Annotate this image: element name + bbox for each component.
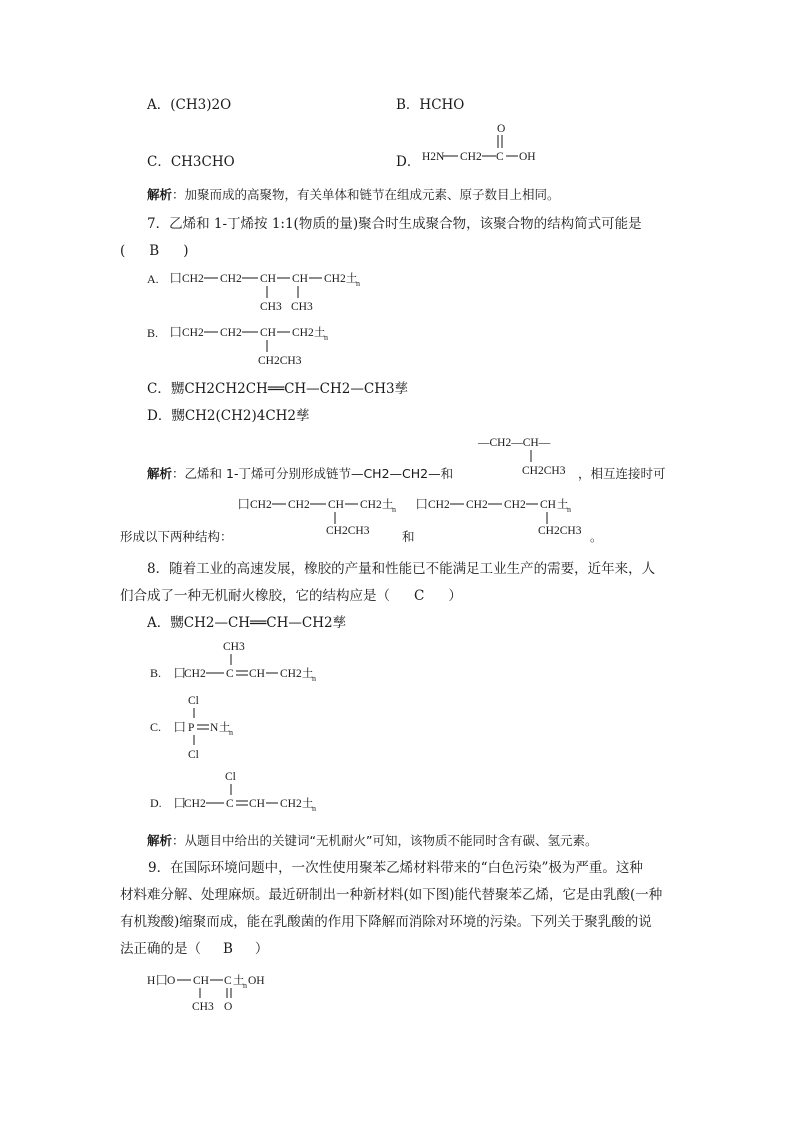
svg-text:⼞: ⼞ <box>174 798 186 810</box>
q9-answer: B <box>223 941 233 957</box>
svg-text:N: N <box>210 722 219 734</box>
svg-text:CH2: CH2 <box>324 273 346 285</box>
q6-option-a: A．(CH3)2O <box>147 97 232 113</box>
analysis-label: 解析 <box>147 466 173 481</box>
q8-stem-line1: 8．随着工业的高速发展，橡胶的产量和性能已不能满足工业生产的需要，近年来，人 <box>147 561 656 577</box>
q6-analysis: 解析：加聚而成的高聚物，有关单体和链节在组成元素、原子数目上相同。 <box>147 187 560 202</box>
svg-text:CH3: CH3 <box>223 641 245 653</box>
svg-text:C: C <box>226 798 234 810</box>
svg-text:⼞: ⼞ <box>174 722 186 734</box>
q6-option-d-label: D． <box>396 154 421 170</box>
svg-text:CH: CH <box>193 975 209 987</box>
svg-text:n: n <box>392 505 396 514</box>
svg-text:CH2: CH2 <box>184 668 206 680</box>
svg-text:CH2: CH2 <box>428 499 450 511</box>
q7-option-c: C．嬲CH2CH2CH══CH—CH2—CH3孳 <box>147 381 409 397</box>
svg-text:H: H <box>147 975 156 987</box>
svg-text:CH3: CH3 <box>192 1001 214 1013</box>
svg-text:CH2: CH2 <box>182 273 204 285</box>
q6-option-c: C．CH3CHO <box>147 154 235 170</box>
svg-text:CH2CH3: CH2CH3 <box>522 465 566 477</box>
q7-analysis-structure-1 <box>238 494 418 540</box>
q7-stem-line2: ( B ) <box>120 243 189 259</box>
svg-text:C: C <box>224 975 232 987</box>
svg-text:⼟: ⼟ <box>302 668 314 680</box>
svg-text:CH: CH <box>292 273 308 285</box>
svg-text:n: n <box>312 674 316 683</box>
svg-text:n: n <box>312 804 316 813</box>
svg-text:Cl: Cl <box>188 749 199 761</box>
svg-text:⼟: ⼟ <box>557 499 569 511</box>
svg-text:CH3: CH3 <box>291 301 313 313</box>
svg-text:⼞: ⼞ <box>416 499 428 511</box>
svg-text:C: C <box>226 668 234 680</box>
analysis-label: 解析 <box>147 187 173 202</box>
svg-text:OH: OH <box>248 975 265 987</box>
q7-analysis-line2: 形成以下两种结构： <box>120 529 233 544</box>
svg-text:CH2: CH2 <box>182 327 204 339</box>
q8-option-c-label: C. <box>150 720 162 734</box>
q7-stem-line1: 7．乙烯和 1-丁烯按 1:1(物质的量)聚合时生成聚合物，该聚合物的结构简式可能是 <box>147 216 642 232</box>
q6-option-d-structure <box>418 118 558 168</box>
svg-text:CH2CH3: CH2CH3 <box>258 355 302 367</box>
q8-option-b-label: B. <box>150 666 162 680</box>
svg-text:CH2: CH2 <box>288 499 310 511</box>
q7-analysis-end: 。 <box>590 529 603 544</box>
svg-text:⼟: ⼟ <box>314 327 326 339</box>
svg-text:O: O <box>167 975 176 987</box>
q7-analysis-structure-2 <box>416 494 606 540</box>
svg-text:n: n <box>567 505 571 514</box>
svg-text:CH: CH <box>328 499 344 511</box>
q7-analysis-unit-structure <box>478 432 588 477</box>
svg-text:CH2CH3: CH2CH3 <box>326 525 370 537</box>
svg-text:CH2: CH2 <box>250 499 272 511</box>
q7-option-a-structure <box>170 268 370 314</box>
svg-text:⼟: ⼟ <box>302 798 314 810</box>
svg-text:Cl: Cl <box>225 771 236 783</box>
svg-text:CH2: CH2 <box>184 798 206 810</box>
svg-text:CH: CH <box>540 499 556 511</box>
svg-text:CH2: CH2 <box>466 499 488 511</box>
q6-d-o: O <box>497 123 506 135</box>
q6-d-c: C <box>496 151 504 163</box>
q7-option-b-structure <box>170 322 340 368</box>
svg-text:CH3: CH3 <box>260 301 282 313</box>
q8-answer: C <box>414 588 425 604</box>
q8-option-d-structure <box>174 768 334 814</box>
q8-option-a: A．嬲CH2—CH══CH—CH2孳 <box>147 615 347 631</box>
svg-text:⼟: ⼟ <box>382 499 394 511</box>
q7-option-d: D．嬲CH2(CH2)4CH2孳 <box>147 408 310 424</box>
svg-text:n: n <box>243 981 247 990</box>
svg-text:CH2: CH2 <box>220 327 242 339</box>
svg-text:CH2: CH2 <box>292 327 314 339</box>
q7-option-b-label: B. <box>147 326 159 340</box>
svg-text:CH: CH <box>260 273 276 285</box>
q8-analysis: 解析：从题目中给出的关键词“无机耐火”可知，该物质不能同时含有碳、氢元素。 <box>147 833 598 848</box>
svg-text:n: n <box>324 333 328 342</box>
svg-text:⼞: ⼞ <box>174 668 186 680</box>
svg-text:CH: CH <box>249 798 265 810</box>
q6-d-h2n: H2N <box>422 151 445 163</box>
q7-analysis-and: 和 <box>402 529 415 544</box>
q8-stem-line2: 们合成了一种无机耐火橡胶，它的结构应是（ C ） <box>120 588 462 604</box>
svg-text:CH2: CH2 <box>220 273 242 285</box>
q9-stem: 9．在国际环境问题中，一次性使用聚苯乙烯材料带来的“白色污染”极为严重。这种 材料难分解、处理麻烦。最近研制出一种新材料(如下图)能代替聚苯乙烯，它是由乳酸(一种 有机羧酸)缩聚而成，能在乳酸菌的作用下降解而消除对环境的污染。下列关于聚乳酸的说 法正确的是（ B ） <box>120 855 675 963</box>
svg-text:CH2: CH2 <box>360 499 382 511</box>
svg-text:CH: CH <box>260 327 276 339</box>
q7-analysis-line1: 解析：乙烯和 1-丁烯可分别形成链节—CH2—CH2—和 <box>147 466 454 481</box>
svg-text:⼟: ⼟ <box>233 975 245 987</box>
q7-answer: B <box>149 243 160 259</box>
svg-text:CH: CH <box>249 668 265 680</box>
svg-text:CH2CH3: CH2CH3 <box>538 525 582 537</box>
svg-text:O: O <box>224 1001 233 1013</box>
q8-option-c-structure <box>174 692 264 762</box>
svg-text:P: P <box>188 722 195 734</box>
q8-option-d-label: D. <box>150 796 162 810</box>
svg-text:n: n <box>229 728 233 737</box>
q6-option-b: B．HCHO <box>396 97 465 113</box>
svg-text:—CH2—CH—: —CH2—CH— <box>478 437 551 449</box>
svg-text:⼞: ⼞ <box>238 499 250 511</box>
svg-text:CH2: CH2 <box>280 798 302 810</box>
q7-option-a-label: A. <box>147 272 159 286</box>
q6-d-oh: OH <box>519 151 536 163</box>
svg-text:n: n <box>356 279 360 288</box>
q7-analysis-line1-end: ，相互连接时可 <box>578 466 666 481</box>
svg-text:⼞: ⼞ <box>156 975 168 987</box>
q9-polylactic-acid-structure <box>147 968 287 1018</box>
svg-text:⼟: ⼟ <box>219 722 231 734</box>
svg-text:⼞: ⼞ <box>170 327 182 339</box>
q8-option-b-structure <box>174 640 334 684</box>
svg-text:CH2: CH2 <box>280 668 302 680</box>
q6-d-ch2: CH2 <box>460 151 482 163</box>
svg-text:CH2: CH2 <box>504 499 526 511</box>
svg-text:⼞: ⼞ <box>170 273 182 285</box>
svg-text:⼟: ⼟ <box>346 273 358 285</box>
svg-text:Cl: Cl <box>188 695 199 707</box>
analysis-label: 解析 <box>147 833 173 848</box>
